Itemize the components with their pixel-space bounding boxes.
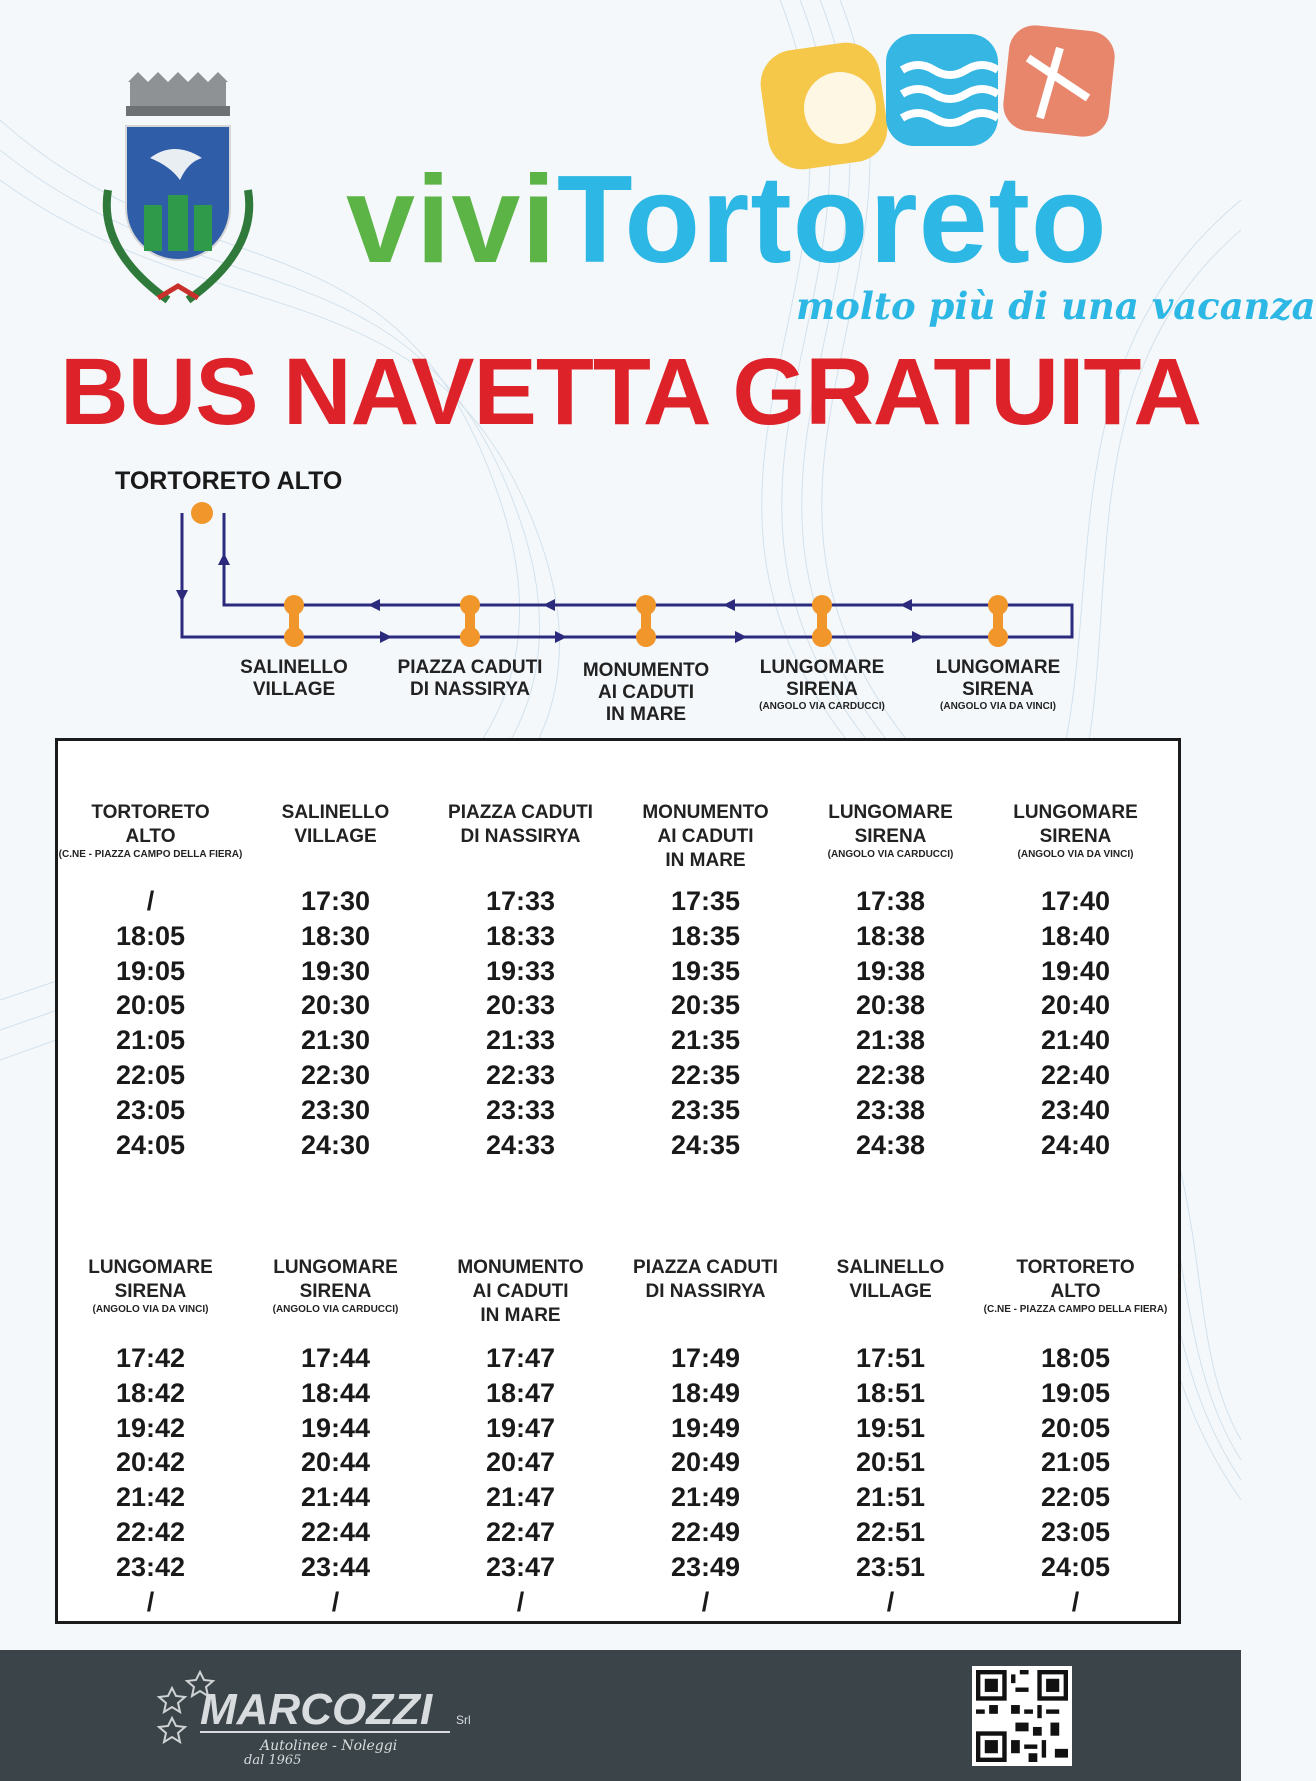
departure-time: 18:42 bbox=[115, 1377, 186, 1408]
departure-time: 23:30 bbox=[300, 1094, 371, 1125]
departure-time: 23:47 bbox=[485, 1551, 556, 1582]
stop-marker bbox=[812, 595, 832, 647]
arrow-icon bbox=[543, 599, 555, 611]
arrow-icon bbox=[368, 599, 380, 611]
company-services: Autolinee - Noleggi bbox=[260, 1738, 398, 1754]
timetable-header: SALINELLO VILLAGE bbox=[836, 1257, 945, 1302]
departure-time: 24:35 bbox=[670, 1129, 741, 1160]
qr-code-icon bbox=[976, 1670, 1068, 1762]
departure-time: 20:51 bbox=[855, 1447, 926, 1478]
departure-time: 17:33 bbox=[485, 886, 556, 916]
departure-time: 22:33 bbox=[485, 1059, 556, 1090]
departure-time: 19:38 bbox=[855, 955, 926, 986]
departure-time: / bbox=[701, 1586, 710, 1617]
brand-tagline: molto più di una vacanza bbox=[796, 284, 1316, 328]
departure-time: 17:44 bbox=[300, 1343, 371, 1373]
departure-time: 19:33 bbox=[485, 955, 556, 986]
departure-time: 20:30 bbox=[300, 990, 371, 1021]
departure-time: 20:35 bbox=[670, 990, 741, 1021]
departure-time: 17:30 bbox=[300, 886, 371, 916]
departure-time: 19:42 bbox=[115, 1412, 186, 1443]
departure-time: 19:35 bbox=[670, 955, 741, 986]
departure-time: 19:51 bbox=[855, 1412, 926, 1443]
departure-time: 21:42 bbox=[115, 1482, 186, 1513]
departure-time: 17:35 bbox=[670, 886, 741, 916]
departure-time: 22:49 bbox=[670, 1516, 741, 1547]
page-title: BUS NAVETTA GRATUITA bbox=[60, 339, 1202, 445]
departure-time: 21:30 bbox=[300, 1025, 371, 1056]
departure-time: 22:35 bbox=[670, 1059, 741, 1090]
arrow-icon bbox=[380, 631, 392, 643]
departure-time: 20:05 bbox=[115, 990, 186, 1021]
departure-time: / bbox=[331, 1586, 340, 1617]
timetable-column bbox=[613, 884, 798, 1162]
timetable-column bbox=[613, 1341, 798, 1619]
departure-time: 19:47 bbox=[485, 1412, 556, 1443]
timetable-header: SALINELLO VILLAGE bbox=[281, 802, 390, 847]
timetable-column bbox=[243, 1341, 428, 1619]
departure-time: 20:49 bbox=[670, 1447, 741, 1478]
timetable-column bbox=[798, 1341, 983, 1619]
departure-time: 22:44 bbox=[300, 1516, 371, 1547]
departure-time: 17:38 bbox=[855, 886, 926, 916]
departure-time: 17:40 bbox=[1040, 886, 1111, 916]
timetable-header: LUNGOMARE SIRENA (ANGOLO VIA DA VINCI) bbox=[88, 1257, 213, 1315]
departure-time: 18:44 bbox=[300, 1377, 371, 1408]
departure-time: 22:38 bbox=[855, 1059, 926, 1090]
departure-time: 17:49 bbox=[670, 1343, 741, 1373]
timetable-column bbox=[983, 884, 1168, 1162]
departure-time: 17:42 bbox=[115, 1343, 186, 1373]
brand-word-vivi: vivi bbox=[346, 151, 557, 289]
route-line bbox=[182, 513, 1072, 637]
departure-time: 24:38 bbox=[855, 1129, 926, 1160]
departure-time: 21:05 bbox=[1040, 1447, 1111, 1478]
departure-time: 18:38 bbox=[855, 920, 926, 951]
departure-time: 24:33 bbox=[485, 1129, 556, 1160]
route-stop-label: MONUMENTO AI CADUTI IN MARE bbox=[582, 660, 710, 725]
departure-time: 22:47 bbox=[485, 1516, 556, 1547]
route-start-marker bbox=[191, 502, 213, 524]
company-suffix: Srl bbox=[456, 1713, 471, 1727]
timetable-column bbox=[983, 1341, 1168, 1619]
departure-time: 24:30 bbox=[300, 1129, 371, 1160]
departure-time: 21:33 bbox=[485, 1025, 556, 1056]
route-stop-label: SALINELLO VILLAGE bbox=[240, 657, 348, 700]
qr-code[interactable] bbox=[972, 1666, 1072, 1766]
departure-time: 23:49 bbox=[670, 1551, 741, 1582]
company-name: MARCOZZI bbox=[200, 1685, 433, 1734]
route-stop-label: PIAZZA CADUTI DI NASSIRYA bbox=[397, 657, 543, 700]
arrow-icon bbox=[218, 553, 230, 565]
departure-time: 19:05 bbox=[1040, 1377, 1111, 1408]
departure-time: 18:05 bbox=[115, 920, 186, 951]
stop-marker bbox=[284, 595, 304, 647]
timetable-column bbox=[58, 1341, 243, 1619]
timetable-column bbox=[428, 884, 613, 1162]
arrow-icon bbox=[176, 590, 188, 602]
departure-time: 18:47 bbox=[485, 1377, 556, 1408]
company-since: dal 1965 bbox=[244, 1753, 302, 1768]
route-start-label: TORTORETO ALTO bbox=[115, 467, 343, 495]
departure-time: 22:05 bbox=[1040, 1482, 1111, 1513]
route-stop-label: LUNGOMARE SIRENA (ANGOLO VIA CARDUCCI) bbox=[759, 657, 885, 712]
arrow-icon bbox=[555, 631, 567, 643]
departure-time: 23:40 bbox=[1040, 1094, 1111, 1125]
departure-time: 20:05 bbox=[1040, 1412, 1111, 1443]
departure-time: 20:42 bbox=[115, 1447, 186, 1478]
route-stop-label: LUNGOMARE SIRENA (ANGOLO VIA DA VINCI) bbox=[935, 657, 1061, 712]
departure-time: 19:49 bbox=[670, 1412, 741, 1443]
departure-time: 21:05 bbox=[115, 1025, 186, 1056]
departure-time: 22:05 bbox=[115, 1059, 186, 1090]
arrow-icon bbox=[900, 599, 912, 611]
departure-time: 18:51 bbox=[855, 1377, 926, 1408]
departure-time: 21:49 bbox=[670, 1482, 741, 1513]
departure-time: 17:47 bbox=[485, 1343, 556, 1373]
departure-time: 18:49 bbox=[670, 1377, 741, 1408]
departure-time: 20:33 bbox=[485, 990, 556, 1021]
departure-time: 24:05 bbox=[1040, 1551, 1111, 1582]
timetable-column bbox=[243, 884, 428, 1162]
stop-marker bbox=[460, 595, 480, 647]
timetable-header: TORTORETO ALTO (C.NE - PIAZZA CAMPO DELLA FIERA) bbox=[983, 1257, 1168, 1315]
departure-time: 21:38 bbox=[855, 1025, 926, 1056]
departure-time: 18:35 bbox=[670, 920, 741, 951]
departure-time: 21:51 bbox=[855, 1482, 926, 1513]
departure-time: 20:44 bbox=[300, 1447, 371, 1478]
departure-time: 18:33 bbox=[485, 920, 556, 951]
departure-time: 19:05 bbox=[115, 955, 186, 986]
departure-time: 24:05 bbox=[115, 1129, 186, 1160]
arrow-icon bbox=[723, 599, 735, 611]
timetable-header: PIAZZA CADUTI DI NASSIRYA bbox=[448, 802, 593, 847]
departure-time: / bbox=[516, 1586, 525, 1617]
departure-time: 24:40 bbox=[1040, 1129, 1111, 1160]
departure-time: 18:05 bbox=[1040, 1343, 1111, 1373]
departure-time: 18:30 bbox=[300, 920, 371, 951]
departure-time: 21:47 bbox=[485, 1482, 556, 1513]
departure-time: 21:35 bbox=[670, 1025, 741, 1056]
timetable-header: LUNGOMARE SIRENA (ANGOLO VIA CARDUCCI) bbox=[827, 802, 954, 860]
timetable-header: LUNGOMARE SIRENA (ANGOLO VIA DA VINCI) bbox=[1013, 802, 1138, 860]
departure-time: 23:42 bbox=[115, 1551, 186, 1582]
departure-time: 21:40 bbox=[1040, 1025, 1111, 1056]
brand-wordmark bbox=[346, 151, 1108, 289]
departure-time: 23:35 bbox=[670, 1094, 741, 1125]
departure-time: 20:38 bbox=[855, 990, 926, 1021]
stop-marker bbox=[988, 595, 1008, 647]
departure-time: 19:40 bbox=[1040, 955, 1111, 986]
departure-time: 20:40 bbox=[1040, 990, 1111, 1021]
departure-time: 17:51 bbox=[855, 1343, 926, 1373]
departure-time: / bbox=[886, 1586, 895, 1617]
departure-time: / bbox=[146, 1586, 155, 1617]
timetable-header: MONUMENTO AI CADUTI IN MARE bbox=[457, 1257, 584, 1326]
company-logo bbox=[160, 1666, 480, 1766]
departure-time: 23:38 bbox=[855, 1094, 926, 1125]
municipal-crest-emblem bbox=[88, 70, 268, 315]
departure-time: 22:40 bbox=[1040, 1059, 1111, 1090]
arrow-icon bbox=[912, 631, 924, 643]
departure-time: 22:42 bbox=[115, 1516, 186, 1547]
timetable-panel bbox=[55, 738, 1181, 1624]
timetable-header: MONUMENTO AI CADUTI IN MARE bbox=[642, 802, 769, 871]
timetable-column bbox=[428, 1341, 613, 1619]
arrow-icon bbox=[735, 631, 747, 643]
departure-time: 23:05 bbox=[1040, 1516, 1111, 1547]
stop-marker bbox=[636, 595, 656, 647]
brand-word-tortoreto: Tortoreto bbox=[556, 151, 1108, 289]
footer-bar bbox=[0, 1650, 1241, 1781]
departure-time: 23:05 bbox=[115, 1094, 186, 1125]
departure-time: 23:44 bbox=[300, 1551, 371, 1582]
departure-time: / bbox=[1071, 1586, 1080, 1617]
departure-time: 19:44 bbox=[300, 1412, 371, 1443]
departure-time: 23:33 bbox=[485, 1094, 556, 1125]
departure-time: 19:30 bbox=[300, 955, 371, 986]
departure-time: 22:30 bbox=[300, 1059, 371, 1090]
departure-time: 21:44 bbox=[300, 1482, 371, 1513]
timetable-header: TORTORETO ALTO (C.NE - PIAZZA CAMPO DELLA FIERA) bbox=[58, 802, 243, 860]
timetable-header: PIAZZA CADUTI DI NASSIRYA bbox=[633, 1257, 778, 1302]
departure-time: 18:40 bbox=[1040, 920, 1111, 951]
departure-time: / bbox=[146, 886, 155, 916]
timetable-column bbox=[58, 884, 243, 1162]
timetable-header: LUNGOMARE SIRENA (ANGOLO VIA CARDUCCI) bbox=[272, 1257, 399, 1315]
timetable-column bbox=[798, 884, 983, 1162]
departure-time: 23:51 bbox=[855, 1551, 926, 1582]
departure-time: 22:51 bbox=[855, 1516, 926, 1547]
departure-time: 20:47 bbox=[485, 1447, 556, 1478]
